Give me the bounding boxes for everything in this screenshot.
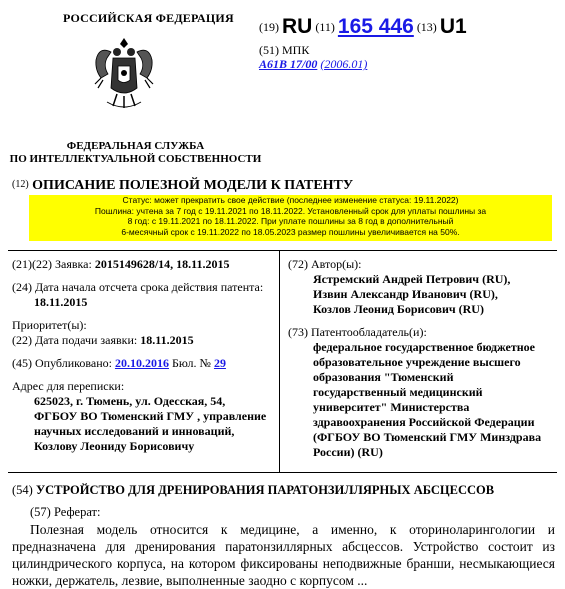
priority-label: Приоритет(ы): [12,318,87,332]
invention-title [12,483,494,498]
owner-line: государственный медицинский [313,385,483,399]
published-label: (45) Опубликовано: [12,356,112,370]
address-line: ФГБОУ ВО Тюменский ГМУ , управление [34,409,267,423]
invention-title-text: УСТРОЙСТВО ДЛЯ ДРЕНИРОВАНИЯ ПАРАТОНЗИЛЛЯРНЫХ АБСЦЕССОВ [35,483,495,497]
address-block [12,379,274,454]
abstract-text: Полезная модель относится к медицине, а именно, к оториноларингологии и предназначена для дренирования паратонзиллярных абсцессов. Устройство состоит из цилиндрического корпуса, на котором фиксированы неподвижные бранши, несмыкающиеся ножки, держатель, лезвие, выполненные заодно с корпусом ... [12,522,555,588]
divider-top [8,250,557,251]
status-box [29,195,552,241]
document-title [12,178,353,194]
authors-label: (72) Автор(ы): [288,257,362,271]
status-line-2: Пошлина: учтена за 7 год с 19.11.2021 по 18.11.2022. Установленный срок для уплаты пошлины за [94,205,487,216]
owner-line: федеральное государственное бюджетное [313,340,536,354]
status-line-4: 6-месячный срок с 19.11.2022 по 18.05.2023 размер пошлины увеличивается на 50%. [121,226,460,237]
address-line: Козлову Леониду Борисовичу [34,439,195,453]
owner-line: здравоохранения Российской Федерации [313,415,535,429]
code-19: (19) [259,20,279,34]
ipc-block [259,43,367,71]
owner-line: образования "Тюменский [313,370,454,384]
code-11: (11) [315,20,335,34]
application-value: 2015149628/14, 18.11.2015 [94,257,230,271]
owner-label: (73) Патентообладатель(и): [288,325,427,339]
author-name: Извин Александр Иванович (RU), [313,287,498,301]
address-line: 625023, г. Тюмень, ул. Одесская, 54, [34,394,226,408]
country-name: РОССИЙСКАЯ ФЕДЕРАЦИЯ [63,11,234,25]
filing-date-value: 18.11.2015 [140,333,194,347]
owner-line: университет" Министерства [313,400,470,414]
patent-number-link[interactable]: 165 446 [337,15,414,38]
code-13: (13) [416,20,437,34]
kind-code: U1 [439,15,467,38]
owner-line: образовательное учреждение высшего [313,355,521,369]
bulletin-number-link[interactable]: 29 [213,356,226,370]
bulletin-label: Бюл. № [171,356,211,370]
start-date-block [12,280,274,310]
start-date-value: 18.11.2015 [34,295,88,309]
authors-block [288,257,560,317]
filing-date-label: (22) Дата подачи заявки: [12,333,138,347]
address-label: Адрес для переписки: [12,379,125,393]
left-column [12,257,274,462]
title-code: (12) [12,179,29,190]
author-name: Козлов Леонид Борисович (RU) [313,302,484,316]
title-text: ОПИСАНИЕ ПОЛЕЗНОЙ МОДЕЛИ К ПАТЕНТУ [32,178,354,193]
owner-block [288,325,560,460]
application-block [12,257,274,272]
divider-vertical [279,251,280,472]
patent-id-header [259,15,467,39]
right-column [288,257,560,468]
start-date-label: (24) Дата начала отсчета срока действия патента: [12,280,264,294]
published-date-link[interactable]: 20.10.2016 [114,356,169,370]
publication-block [12,356,274,371]
ipc-year: (2006.01) [320,57,368,71]
coat-of-arms-emblem [93,36,155,112]
agency-name [8,140,263,166]
address-line: научных исследований и инноваций, [34,424,235,438]
ipc-class-link[interactable]: A61B 17/00 [259,57,318,71]
abstract-label: (57) Реферат: [30,505,101,519]
status-line-1: Статус: может прекратить свое действие (последнее изменение статуса: 19.11.2022) [122,195,459,205]
priority-block [12,318,274,348]
status-line-3: 8 год: с 19.11.2021 по 18.11.2022. При уплате пошлины за 8 год в дополнительный [127,216,454,226]
invention-title-code: (54) [12,483,33,497]
country-code: RU [282,15,313,38]
author-name: Ястремский Андрей Петрович (RU), [313,272,511,286]
owner-line: (ФГБОУ ВО Тюменский ГМУ Минздрава [313,430,542,444]
divider-bottom [8,472,557,473]
agency-line-2: ПО ИНТЕЛЛЕКТУАЛЬНОЙ СОБСТВЕННОСТИ [9,153,262,165]
owner-line: России) (RU) [313,445,383,459]
application-label: (21)(22) Заявка: [12,257,92,271]
agency-line-1: ФЕДЕРАЛЬНАЯ СЛУЖБА [66,140,205,152]
ipc-label: (51) МПК [259,43,310,57]
